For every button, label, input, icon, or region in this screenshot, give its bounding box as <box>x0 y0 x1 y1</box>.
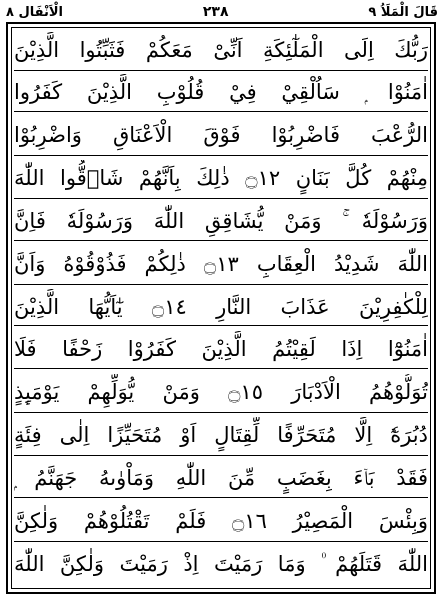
text-line-3: الرُّعْبَ فَاضْرِبُوْا فَوْقَ الْاَعْنَاقِ وَاضْرِبُوْا <box>14 123 428 147</box>
text-line-10: دُبُرَهٗٓ اِلَّا مُتَحَرِّفًا لِّقِتَالٍ اَوْ مُتَحَيِّزًا اِلٰى فِئَةٍ <box>14 423 428 447</box>
page-header <box>6 3 438 21</box>
text-line-8: اٰمَنُوْٓا اِذَا لَقِيْتُمُ الَّذِيْنَ كَفَرُوْا زَحْفًا فَلَا <box>14 337 428 361</box>
text-line-5: وَرَسُوْلَهٗ ۚ وَمَنْ يُّشَاقِقِ اللّٰهَ وَرَسُوْلَهٗ فَاِنَّ <box>14 209 428 233</box>
text-line-13: اللّٰهَ قَتَلَهُمْ ۠ وَمَا رَمَيْتَ اِذْ رَمَيْتَ وَلٰكِنَّ اللّٰهَ <box>14 552 428 576</box>
text-line-7: لِلْكٰفِرِيْنَ عَذَابَ النَّارِ ۝١٤ يٰٓاَيُّهَا الَّذِيْنَ <box>14 295 428 319</box>
juz-name: قَالَ الْمَلَاُ ٩ <box>368 4 438 20</box>
text-line-11: فَقَدْ بَاۤءَ بِغَضَبٍ مِّنَ اللّٰهِ وَمَاْوٰىهُ جَهَنَّمُ ۭ <box>14 466 428 490</box>
text-line-4: مِنْهُمْ كُلَّ بَنَانٍ ۝١٢ ذٰلِكَ بِاَنَّهُمْ شَاۤقُّوا اللّٰهَ <box>14 166 428 190</box>
text-line-9: تُوَلُّوْهُمُ الْاَدْبَارَ ۝١٥ وَمَنْ يُّوَلِّهِمْ يَوْمَىِٕذٍ <box>14 380 428 404</box>
text-line-1: رَبُّكَ اِلَى الْمَلٰٓئِكَةِ اَنِّىْ مَعَكُمْ فَثَبِّتُوا الَّذِيْنَ <box>14 38 428 62</box>
text-line-12: وَبِئْسَ الْمَصِيْرُ ۝١٦ فَلَمْ تَقْتُلُوْهُمْ وَلٰكِنَّ <box>14 509 428 533</box>
page-number: ٢٣٨ <box>202 4 229 20</box>
text-block <box>14 28 428 588</box>
text-line-6: اللّٰهَ شَدِيْدُ الْعِقَابِ ۝١٣ ذٰلِكُمْ فَذُوْقُوْهُ وَاَنَّ <box>14 252 428 276</box>
text-line-2: اٰمَنُوْا ۭ سَاُلْقِيْ فِيْ قُلُوْبِ الَّذِيْنَ كَفَرُوا <box>14 80 428 104</box>
surah-name: الْاَنْفَال ٨ <box>6 4 64 20</box>
